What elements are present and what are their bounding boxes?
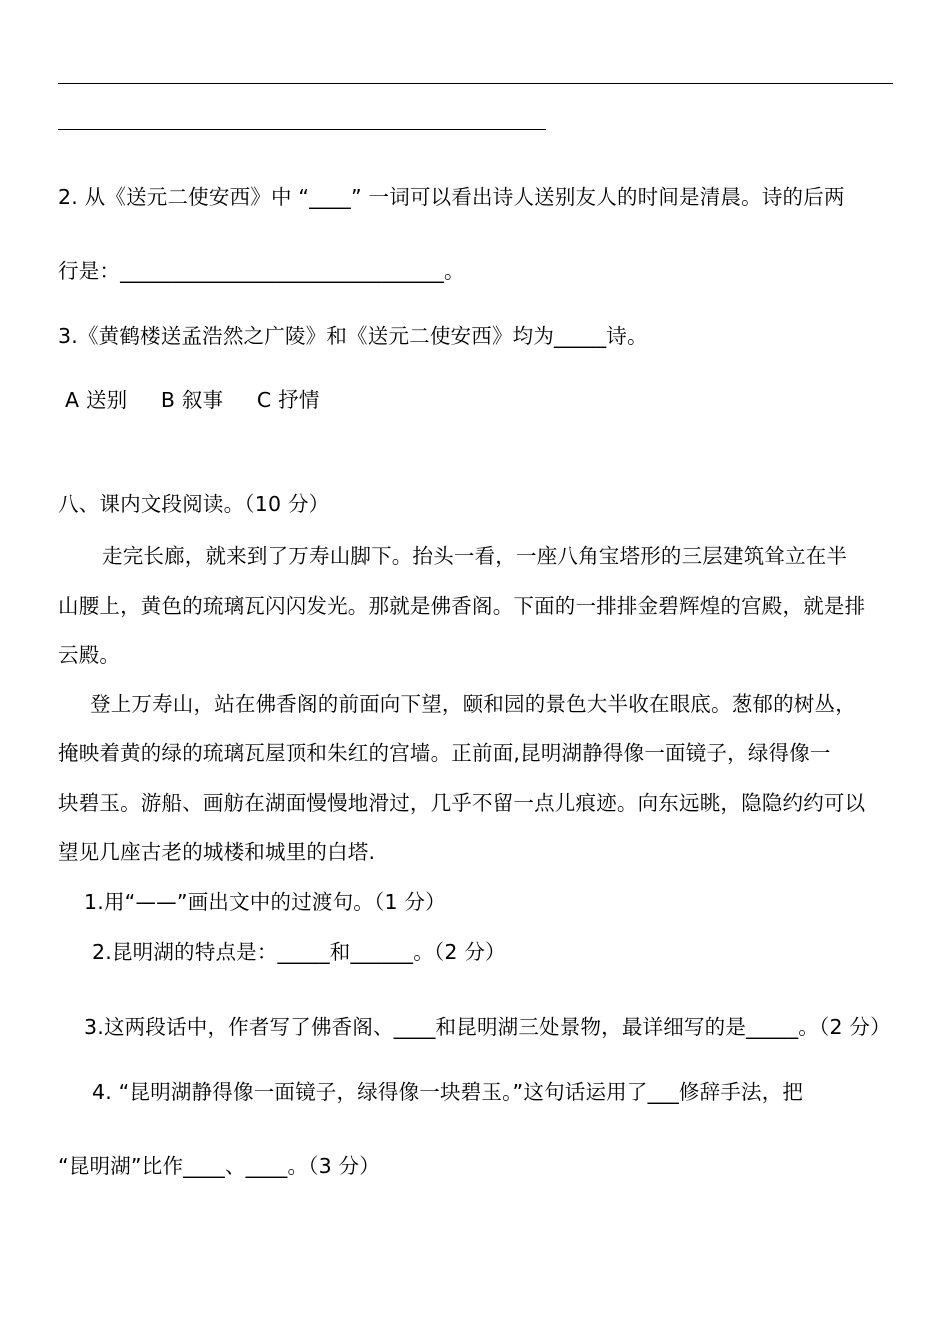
answer-line-1 <box>58 83 893 84</box>
question-3-options: A 送别 B 叙事 C 抒情 <box>65 388 320 412</box>
sub-question-2: 2.昆明湖的特点是：_____和______。（2 分） <box>92 940 506 964</box>
passage-1-line-2: 山腰上，黄色的琉璃瓦闪闪发光。那就是佛香阁。下面的一排排金碧辉煌的宫殿，就是排 <box>58 594 866 618</box>
answer-line-2 <box>58 129 546 130</box>
section-8-heading: 八、课内文段阅读。（10 分） <box>58 492 330 516</box>
passage-1-line-1: 走完长廊，就来到了万寿山脚下。抬头一看，一座八角宝塔形的三层建筑耸立在半 <box>102 544 848 568</box>
passage-2-line-2: 掩映着黄的绿的琉璃瓦屋顶和朱红的宫墙。正前面,昆明湖静得像一面镜子，绿得像一 <box>58 741 831 765</box>
question-3: 3.《黄鹤楼送孟浩然之广陵》和《送元二使安西》均为_____诗。 <box>58 324 648 348</box>
passage-2-line-3: 块碧玉。游船、画舫在湖面慢慢地滑过，几乎不留一点儿痕迹。向东远眺，隐隐约约可以 <box>58 791 866 815</box>
sub-question-1: 1.用“——”画出文中的过渡句。（1 分） <box>84 890 446 914</box>
sub-question-4-line-2: “昆明湖”比作____、____。（3 分） <box>58 1154 380 1178</box>
question-2-line-2: 行是：_______________________________。 <box>58 259 465 283</box>
sub-question-4-line-1: 4. “昆明湖静得像一面镜子，绿得像一块碧玉。”这句话运用了___修辞手法，把 <box>92 1080 804 1104</box>
passage-2-line-1: 登上万寿山，站在佛香阁的前面向下望，颐和园的景色大半收在眼底。葱郁的树丛， <box>90 692 856 716</box>
passage-1-line-3: 云殿。 <box>58 643 121 667</box>
sub-question-3: 3.这两段话中，作者写了佛香阁、____和昆明湖三处景物，最详细写的是_____。（2 分） <box>84 1015 891 1039</box>
passage-2-line-4: 望见几座古老的城楼和城里的白塔. <box>58 840 376 864</box>
question-2-line-1: 2. 从《送元二使安西》中 “____” 一词可以看出诗人送别友人的时间是清晨。诗的后两 <box>58 185 845 209</box>
